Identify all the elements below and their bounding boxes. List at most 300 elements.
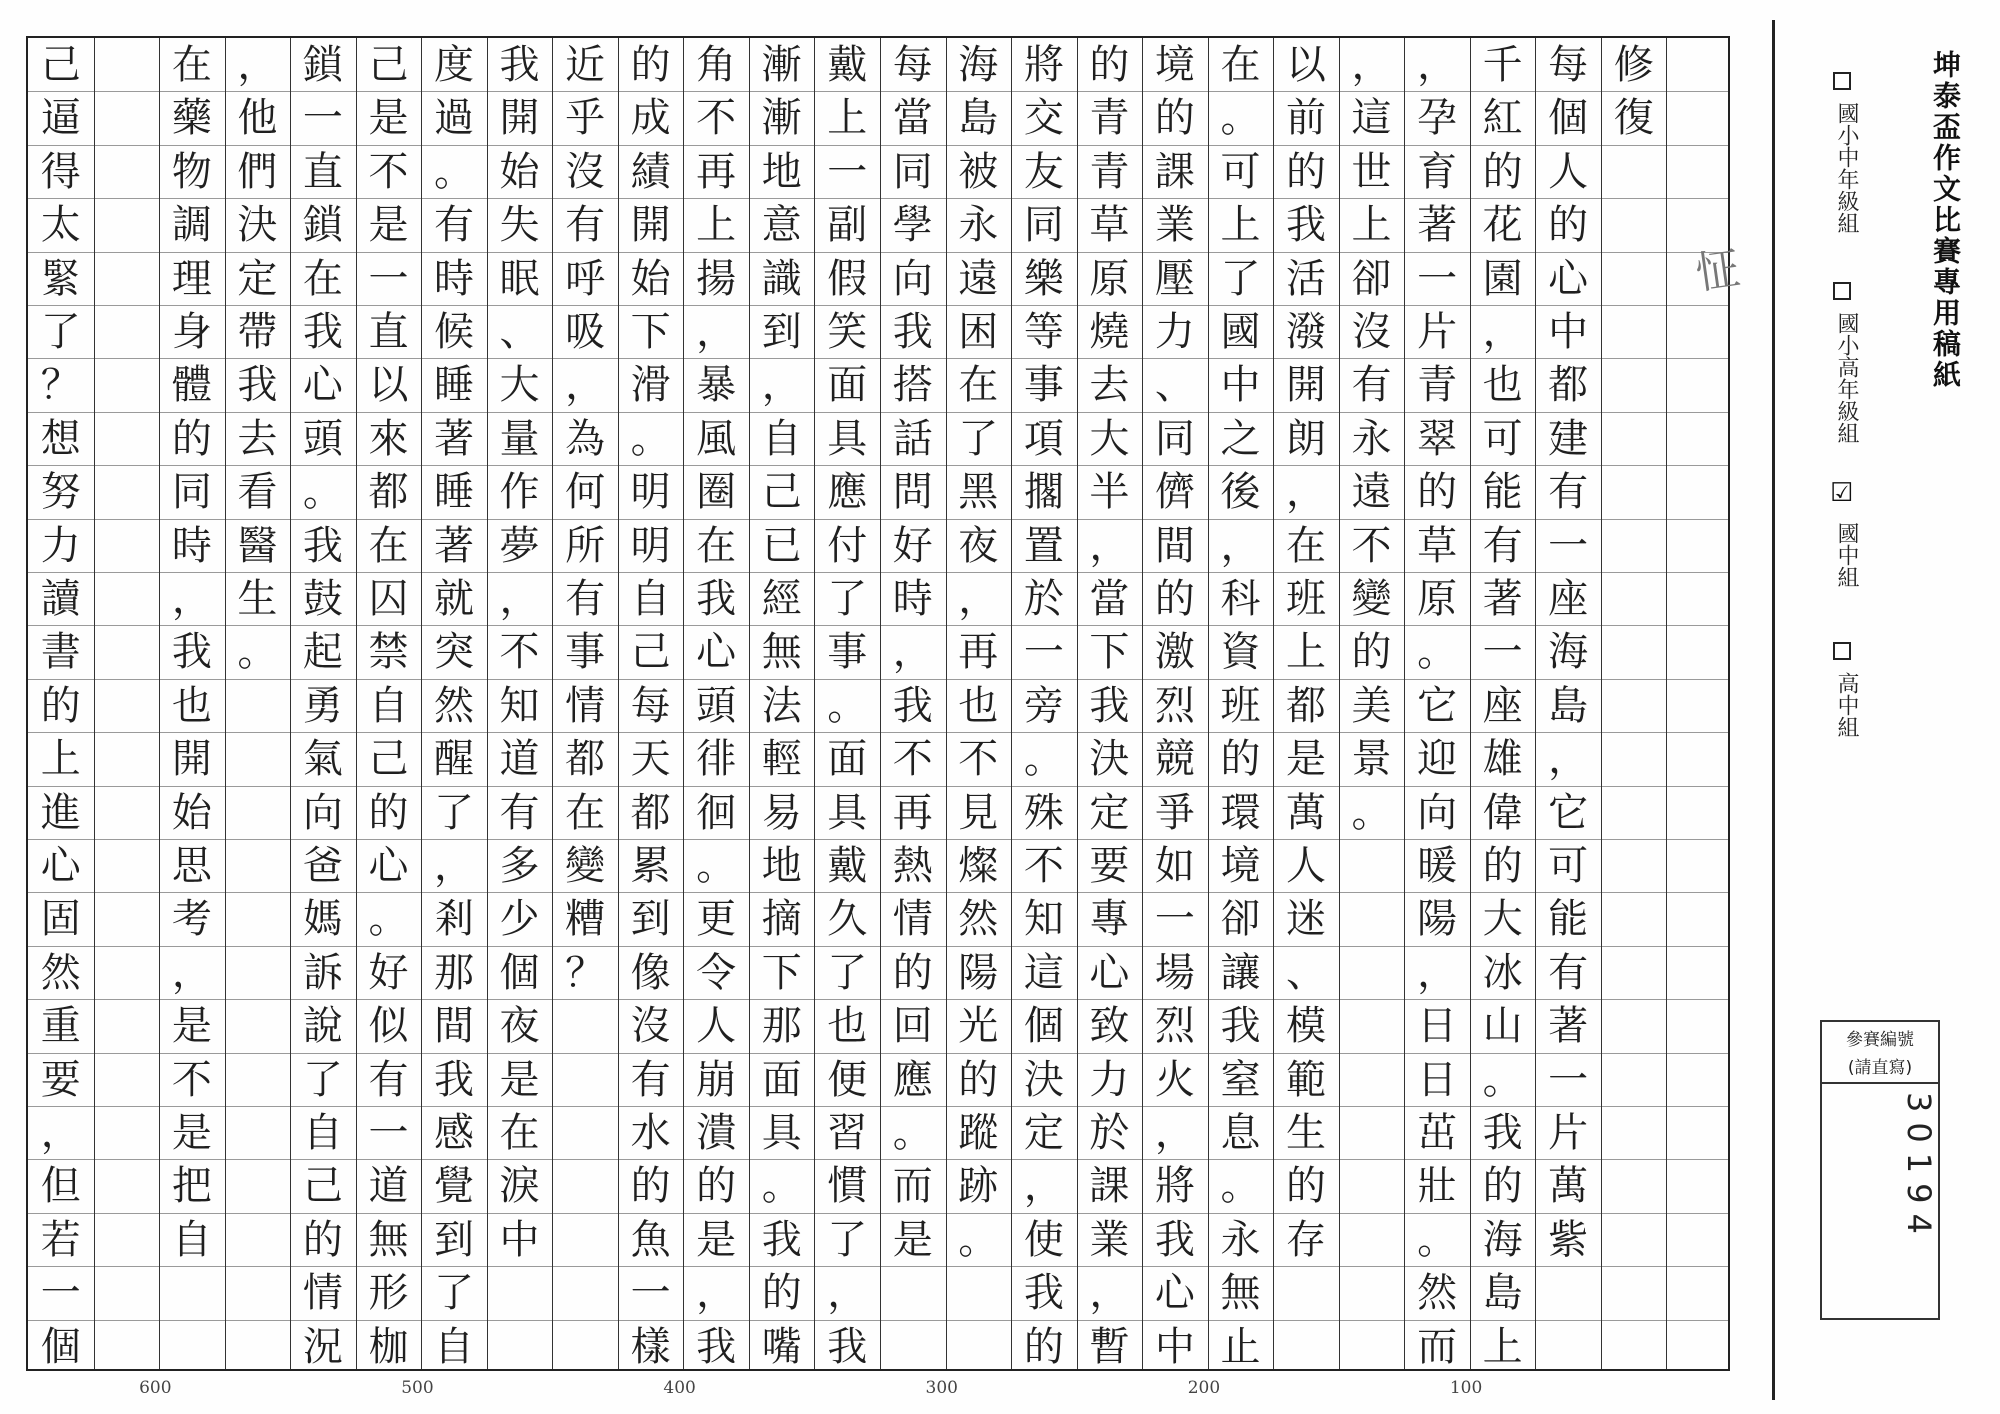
grid-character: 們 bbox=[237, 148, 278, 195]
grid-character: 無 bbox=[761, 629, 802, 676]
grid-character: 不 bbox=[1351, 522, 1392, 569]
grid-character: 將 bbox=[1154, 1163, 1195, 1210]
grid-character: 青 bbox=[1089, 148, 1130, 195]
grid-character: 的 bbox=[1351, 629, 1392, 676]
grid-character: 我 bbox=[1286, 202, 1326, 249]
grid-character: 定 bbox=[237, 255, 278, 302]
grid-character: 島 bbox=[958, 95, 999, 142]
grid-character: 同 bbox=[1154, 415, 1195, 462]
grid-character: 的 bbox=[1482, 148, 1523, 195]
grid-character: 緊 bbox=[40, 255, 81, 302]
tick-label: 300 bbox=[925, 1378, 958, 1398]
grid-character: 開 bbox=[171, 736, 212, 783]
grid-character: 可 bbox=[1220, 148, 1261, 195]
grid-character: 知 bbox=[1023, 896, 1064, 943]
grid-character: 課 bbox=[1154, 148, 1195, 195]
grid-character: 再 bbox=[958, 629, 999, 676]
grid-character: 黑 bbox=[958, 469, 999, 516]
grid-character: 頭 bbox=[696, 682, 737, 729]
grid-character: 是 bbox=[368, 95, 409, 142]
grid-character: 是 bbox=[368, 202, 409, 249]
grid-character: 已 bbox=[761, 522, 802, 569]
grid-character: 一 bbox=[1548, 1056, 1589, 1103]
grid-character: 前 bbox=[1286, 95, 1326, 142]
grid-character: ？ bbox=[565, 949, 606, 996]
grid-character: 在 bbox=[958, 362, 999, 409]
grid-character: 是 bbox=[892, 1216, 933, 1263]
grid-character: 遠 bbox=[1351, 469, 1392, 516]
tick-label: 400 bbox=[663, 1378, 696, 1398]
grid-character: 。 bbox=[761, 1163, 802, 1210]
grid-character: 島 bbox=[1482, 1270, 1523, 1317]
grid-character: 自 bbox=[171, 1216, 212, 1263]
grid-character: 科 bbox=[1220, 576, 1261, 622]
grid-character: 逼 bbox=[40, 95, 81, 142]
grid-character: ， bbox=[827, 1270, 868, 1317]
grid-character: 時 bbox=[171, 522, 212, 569]
grid-character: 見 bbox=[958, 789, 999, 836]
grid-character: 進 bbox=[40, 789, 81, 836]
grid-character: ， bbox=[171, 576, 212, 622]
grid-character: 修 bbox=[1613, 42, 1654, 88]
grid-character: 不 bbox=[958, 736, 999, 783]
grid-character: 也 bbox=[958, 682, 999, 729]
grid-character: 自 bbox=[630, 576, 671, 622]
grid-character: 揚 bbox=[696, 255, 737, 302]
grid-character: 大 bbox=[1089, 415, 1130, 462]
grid-character: 到 bbox=[761, 309, 802, 355]
grid-character: 陽 bbox=[1417, 896, 1458, 943]
grid-character: 息 bbox=[1220, 1110, 1261, 1156]
grid-character: 所 bbox=[565, 522, 606, 569]
grid-character: 的 bbox=[1286, 1163, 1326, 1210]
grid-character: 自 bbox=[302, 1110, 343, 1156]
grid-character: 己 bbox=[761, 469, 802, 516]
grid-character: 它 bbox=[1548, 789, 1589, 836]
grid-character: 夢 bbox=[499, 522, 540, 569]
grid-character: 迷 bbox=[1286, 896, 1326, 943]
grid-character: 心 bbox=[302, 362, 343, 409]
grid-character: 醒 bbox=[434, 736, 474, 783]
grid-character: 我 bbox=[499, 42, 540, 88]
grid-character: 理 bbox=[171, 255, 212, 302]
grid-character: 一 bbox=[1548, 522, 1589, 569]
grid-character: 地 bbox=[761, 843, 802, 889]
grid-character: 也 bbox=[1482, 362, 1523, 409]
grid-character: 茁 bbox=[1417, 1110, 1458, 1156]
grid-character: 訴 bbox=[302, 949, 343, 996]
grid-character: 氣 bbox=[302, 736, 343, 783]
grid-character: 我 bbox=[1023, 1270, 1064, 1317]
grid-character: 滑 bbox=[630, 362, 671, 409]
grid-character: 力 bbox=[40, 522, 81, 569]
grid-character: 鎖 bbox=[302, 42, 343, 88]
grid-character: 大 bbox=[1482, 896, 1523, 943]
grid-character: 青 bbox=[1089, 95, 1130, 142]
category-checkbox[interactable] bbox=[1833, 282, 1851, 300]
grid-character: ， bbox=[761, 362, 802, 409]
grid-character: 的 bbox=[302, 1216, 343, 1263]
grid-character: 是 bbox=[1286, 736, 1326, 783]
grid-character: 有 bbox=[565, 576, 606, 622]
grid-character: 上 bbox=[1482, 1323, 1523, 1370]
grid-character: 去 bbox=[1089, 362, 1130, 409]
grid-character: 著 bbox=[434, 522, 474, 569]
grid-character: 副 bbox=[827, 202, 868, 249]
tick-label: 600 bbox=[139, 1378, 172, 1398]
grid-character: 它 bbox=[1417, 682, 1458, 729]
grid-character: 定 bbox=[1023, 1110, 1064, 1156]
grid-character: 了 bbox=[827, 1216, 868, 1263]
grid-character: 體 bbox=[171, 362, 212, 409]
grid-character: 在 bbox=[302, 255, 343, 302]
grid-character: 跡 bbox=[958, 1163, 999, 1210]
grid-character: 都 bbox=[368, 469, 409, 516]
grid-character: 同 bbox=[892, 148, 933, 195]
grid-character: 但 bbox=[40, 1163, 81, 1210]
grid-character: 定 bbox=[1089, 789, 1130, 836]
grid-character: 我 bbox=[696, 1323, 737, 1370]
grid-character: 。 bbox=[827, 682, 868, 729]
grid-character: 座 bbox=[1548, 576, 1589, 622]
grid-character: 能 bbox=[1482, 469, 1523, 516]
grid-character: 經 bbox=[761, 576, 802, 622]
grid-character: 始 bbox=[630, 255, 671, 302]
grid-character: 事 bbox=[827, 629, 868, 676]
grid-character: 時 bbox=[434, 255, 474, 302]
grid-character: 睡 bbox=[434, 362, 474, 409]
grid-character: 在 bbox=[1220, 42, 1261, 88]
grid-character: 向 bbox=[892, 255, 933, 302]
grid-character: 潰 bbox=[696, 1110, 737, 1156]
grid-character: 的 bbox=[1220, 736, 1261, 783]
grid-character: 雄 bbox=[1482, 736, 1523, 783]
grid-character: 有 bbox=[1351, 362, 1392, 409]
grid-character: 的 bbox=[761, 1270, 802, 1317]
grid-character: 就 bbox=[434, 576, 474, 622]
grid-character: ， bbox=[434, 843, 474, 889]
grid-character: 我 bbox=[892, 682, 933, 729]
check-mark-icon: ☑ bbox=[1830, 478, 1854, 508]
grid-character: 己 bbox=[368, 736, 409, 783]
grid-character: 去 bbox=[237, 415, 278, 462]
grid-character: 都 bbox=[1286, 682, 1326, 729]
grid-character: 當 bbox=[1089, 576, 1130, 622]
grid-character: 情 bbox=[892, 896, 933, 943]
grid-character: 的 bbox=[1154, 576, 1195, 622]
grid-character: 萬 bbox=[1286, 789, 1326, 836]
grid-character: 旁 bbox=[1023, 682, 1064, 729]
grid-character: 當 bbox=[892, 95, 933, 142]
grid-character: 讓 bbox=[1220, 949, 1261, 996]
grid-character: 在 bbox=[696, 522, 737, 569]
grid-character: 夜 bbox=[958, 522, 999, 569]
grid-character: 育 bbox=[1417, 148, 1458, 195]
grid-character: 有 bbox=[630, 1056, 671, 1103]
grid-character: 而 bbox=[1417, 1323, 1458, 1370]
grid-character: 起 bbox=[302, 629, 343, 676]
grid-character: 班 bbox=[1220, 682, 1261, 729]
grid-character: 易 bbox=[761, 789, 802, 836]
grid-character: 何 bbox=[565, 469, 606, 516]
grid-character: 來 bbox=[368, 415, 409, 462]
grid-character: 自 bbox=[434, 1323, 474, 1370]
grid-character: 迎 bbox=[1417, 736, 1458, 783]
grid-character: ， bbox=[171, 949, 212, 996]
grid-character: ， bbox=[1417, 949, 1458, 996]
grid-character: 班 bbox=[1286, 576, 1326, 622]
grid-character: 我 bbox=[302, 522, 343, 569]
grid-character: 在 bbox=[565, 789, 606, 836]
grid-character: 醫 bbox=[237, 522, 278, 569]
grid-character: 物 bbox=[171, 148, 212, 195]
grid-character: 心 bbox=[368, 843, 409, 889]
grid-character: 。 bbox=[237, 629, 278, 676]
grid-character: 可 bbox=[1482, 415, 1523, 462]
grid-character: 有 bbox=[499, 789, 540, 836]
grid-character: 搭 bbox=[892, 362, 933, 409]
grid-character: 我 bbox=[1089, 682, 1130, 729]
grid-character: 。 bbox=[434, 148, 474, 195]
grid-character: 等 bbox=[1023, 309, 1064, 355]
category-checkbox[interactable] bbox=[1830, 478, 1854, 510]
grid-character: 境 bbox=[1154, 42, 1195, 88]
grid-character: 的 bbox=[1482, 843, 1523, 889]
grid-character: 暖 bbox=[1417, 843, 1458, 889]
grid-character: 個 bbox=[1548, 95, 1589, 142]
grid-character: 陽 bbox=[958, 949, 999, 996]
grid-character: 有 bbox=[1548, 469, 1589, 516]
grid-character: 摘 bbox=[761, 896, 802, 943]
grid-character: 都 bbox=[630, 789, 671, 836]
grid-character: 都 bbox=[1548, 362, 1589, 409]
grid-character: 的 bbox=[368, 789, 409, 836]
grid-character: 的 bbox=[1417, 469, 1458, 516]
grid-character: 如 bbox=[1154, 843, 1195, 889]
grid-character: 說 bbox=[302, 1003, 343, 1050]
grid-character: 有 bbox=[1482, 522, 1523, 569]
category-checkbox[interactable] bbox=[1833, 72, 1851, 90]
grid-character: 人 bbox=[1548, 148, 1589, 195]
grid-character: 想 bbox=[40, 415, 81, 462]
grid-character: 地 bbox=[761, 148, 802, 195]
grid-character: 便 bbox=[827, 1056, 868, 1103]
grid-character: 道 bbox=[368, 1163, 409, 1210]
grid-character: 我 bbox=[696, 576, 737, 622]
grid-character: 壯 bbox=[1417, 1163, 1458, 1210]
grid-character: 身 bbox=[171, 309, 212, 355]
grid-character: 好 bbox=[368, 949, 409, 996]
grid-character: 然 bbox=[958, 896, 999, 943]
grid-character: 止 bbox=[1220, 1323, 1261, 1370]
grid-character: 藥 bbox=[171, 95, 212, 142]
grid-character: ， bbox=[40, 1110, 81, 1156]
grid-character: 然 bbox=[434, 682, 474, 729]
grid-character: 候 bbox=[434, 309, 474, 355]
grid-character: 燦 bbox=[958, 843, 999, 889]
grid-character: 海 bbox=[1548, 629, 1589, 676]
grid-character: 慣 bbox=[827, 1163, 868, 1210]
grid-character: 事 bbox=[1023, 362, 1064, 409]
grid-character: 沒 bbox=[565, 148, 606, 195]
grid-character: 以 bbox=[368, 362, 409, 409]
grid-character: 。 bbox=[1482, 1056, 1523, 1103]
grid-character: 法 bbox=[761, 682, 802, 729]
grid-character: 的 bbox=[958, 1056, 999, 1103]
grid-character: 燒 bbox=[1089, 309, 1130, 355]
grid-character: 嘴 bbox=[761, 1323, 802, 1370]
grid-character: 不 bbox=[696, 95, 737, 142]
grid-character: 成 bbox=[630, 95, 671, 142]
grid-character: 被 bbox=[958, 148, 999, 195]
grid-character: 草 bbox=[1417, 522, 1458, 569]
grid-character: 過 bbox=[434, 95, 474, 142]
grid-character: 在 bbox=[171, 42, 212, 88]
grid-character: 自 bbox=[368, 682, 409, 729]
grid-character: 風 bbox=[696, 415, 737, 462]
grid-character: 間 bbox=[1154, 522, 1195, 569]
grid-character: 日 bbox=[1417, 1056, 1458, 1103]
grid-character: ， bbox=[237, 42, 278, 88]
grid-character: 決 bbox=[1023, 1056, 1064, 1103]
grid-character: 漸 bbox=[761, 42, 802, 88]
grid-character: 的 bbox=[171, 415, 212, 462]
grid-character: 存 bbox=[1286, 1216, 1326, 1263]
grid-character: 也 bbox=[827, 1003, 868, 1050]
grid-character: 事 bbox=[565, 629, 606, 676]
grid-character: 在 bbox=[1286, 522, 1326, 569]
grid-character: 度 bbox=[434, 42, 474, 88]
grid-character: 人 bbox=[696, 1003, 737, 1050]
grid-character: 是 bbox=[171, 1003, 212, 1050]
grid-character: 。 bbox=[1417, 629, 1458, 676]
grid-character: 的 bbox=[1154, 95, 1195, 142]
grid-character: 復 bbox=[1613, 95, 1654, 142]
grid-character: 日 bbox=[1417, 1003, 1458, 1050]
grid-character: 資 bbox=[1220, 629, 1261, 676]
grid-character: 識 bbox=[761, 255, 802, 302]
grid-character: 了 bbox=[827, 949, 868, 996]
grid-character: 烈 bbox=[1154, 1003, 1195, 1050]
grid-character: 人 bbox=[1286, 843, 1326, 889]
form-header-panel bbox=[1772, 20, 1995, 1400]
grid-character: 要 bbox=[1089, 843, 1130, 889]
grid-character: 在 bbox=[368, 522, 409, 569]
grid-character: 上 bbox=[40, 736, 81, 783]
grid-character: 失 bbox=[499, 202, 540, 249]
grid-character: 學 bbox=[892, 202, 933, 249]
grid-character: 的 bbox=[40, 682, 81, 729]
grid-character: 己 bbox=[368, 42, 409, 88]
grid-character: 能 bbox=[1548, 896, 1589, 943]
grid-character: 了 bbox=[434, 1270, 474, 1317]
grid-character: 開 bbox=[630, 202, 671, 249]
grid-character: 禁 bbox=[368, 629, 409, 676]
grid-character: 孕 bbox=[1417, 95, 1458, 142]
grid-character: 習 bbox=[827, 1110, 868, 1156]
grid-character: 環 bbox=[1220, 789, 1261, 836]
grid-character: 具 bbox=[761, 1110, 802, 1156]
grid-character: 直 bbox=[368, 309, 409, 355]
grid-character: 朗 bbox=[1286, 415, 1326, 462]
grid-character: 況 bbox=[302, 1323, 343, 1370]
grid-character: 是 bbox=[499, 1056, 540, 1103]
grid-character: 直 bbox=[302, 148, 343, 195]
grid-character: 量 bbox=[499, 415, 540, 462]
grid-character: 暫 bbox=[1089, 1323, 1130, 1370]
grid-character: 了 bbox=[958, 415, 999, 462]
grid-character: 不 bbox=[1023, 843, 1064, 889]
grid-character: 光 bbox=[958, 1003, 999, 1050]
grid-character: 再 bbox=[892, 789, 933, 836]
grid-character: ， bbox=[1154, 1110, 1195, 1156]
grid-character: 枷 bbox=[368, 1323, 409, 1370]
grid-character: 意 bbox=[761, 202, 802, 249]
grid-character: 一 bbox=[368, 1110, 409, 1156]
grid-character: 同 bbox=[171, 469, 212, 516]
grid-character: 建 bbox=[1548, 415, 1589, 462]
grid-character: 了 bbox=[1220, 255, 1261, 302]
category-checkbox[interactable] bbox=[1833, 642, 1851, 660]
grid-character: 競 bbox=[1154, 736, 1195, 783]
grid-character: 囚 bbox=[368, 576, 409, 622]
grid-character: 草 bbox=[1089, 202, 1130, 249]
grid-character: 一 bbox=[40, 1270, 81, 1317]
grid-character: 徊 bbox=[696, 789, 737, 836]
grid-character: 明 bbox=[630, 522, 671, 569]
grid-character: 面 bbox=[827, 362, 868, 409]
grid-character: 情 bbox=[302, 1270, 343, 1317]
grid-character: 角 bbox=[696, 42, 737, 88]
grid-character: 天 bbox=[630, 736, 671, 783]
grid-character: 開 bbox=[499, 95, 540, 142]
grid-character: 重 bbox=[40, 1003, 81, 1050]
grid-character: 一 bbox=[1023, 629, 1064, 676]
grid-character: 得 bbox=[40, 148, 81, 195]
grid-character: 著 bbox=[1548, 1003, 1589, 1050]
grid-character: 置 bbox=[1023, 522, 1064, 569]
grid-character: 永 bbox=[1220, 1216, 1261, 1263]
grid-character: 調 bbox=[171, 202, 212, 249]
grid-character: 己 bbox=[630, 629, 671, 676]
grid-character: 爸 bbox=[302, 843, 343, 889]
grid-character: 以 bbox=[1286, 42, 1326, 88]
grid-character: 變 bbox=[565, 843, 606, 889]
grid-character: 大 bbox=[499, 362, 540, 409]
grid-character: 自 bbox=[761, 415, 802, 462]
grid-character: 漸 bbox=[761, 95, 802, 142]
grid-character: 我 bbox=[171, 629, 212, 676]
grid-character: 明 bbox=[630, 469, 671, 516]
grid-character: 、 bbox=[499, 309, 540, 355]
grid-character: 國 bbox=[1220, 309, 1261, 355]
writing-grid bbox=[26, 36, 1730, 1371]
grid-character: 感 bbox=[434, 1110, 474, 1156]
entry-label-line1: 參賽編號 bbox=[1846, 1030, 1914, 1050]
grid-character: 令 bbox=[696, 949, 737, 996]
grid-character: 。 bbox=[630, 415, 671, 462]
grid-character: 具 bbox=[827, 415, 868, 462]
grid-character: 將 bbox=[1023, 42, 1064, 88]
grid-character: ， bbox=[1220, 522, 1261, 569]
tick-label: 500 bbox=[401, 1378, 434, 1398]
grid-character: 那 bbox=[761, 1003, 802, 1050]
grid-character: ， bbox=[1089, 522, 1130, 569]
grid-character: 剎 bbox=[434, 896, 474, 943]
grid-character: 。 bbox=[958, 1216, 999, 1263]
grid-character: 原 bbox=[1417, 576, 1458, 622]
grid-character: 有 bbox=[368, 1056, 409, 1103]
